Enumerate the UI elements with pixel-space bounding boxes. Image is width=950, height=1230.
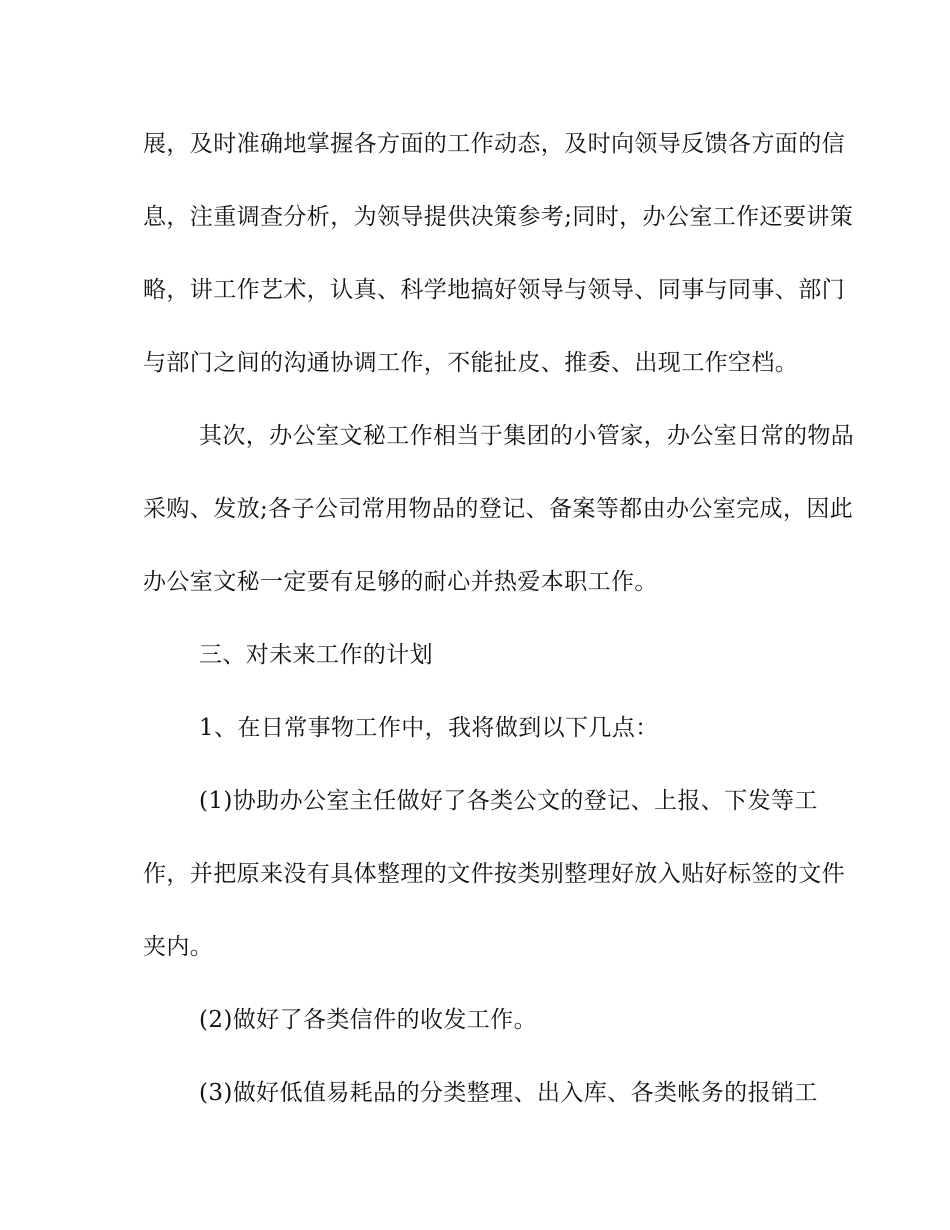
- text-line: 展，及时准确地掌握各方面的工作动态，及时向领导反馈各方面的信: [143, 131, 845, 157]
- text-line: 作，并把原来没有具体整理的文件按类别整理好放入贴好标签的文件: [143, 861, 845, 887]
- list-item: (1)协助办公室主任做好了各类公文的登记、上报、下发等工: [199, 788, 818, 814]
- text-line: 略，讲工作艺术，认真、科学地搞好领导与领导、同事与同事、部门: [143, 277, 845, 303]
- text-line: 息，注重调查分析，为领导提供决策参考;同时，办公室工作还要讲策: [143, 204, 854, 230]
- list-item: (3)做好低值易耗品的分类整理、出入库、各类帐务的报销工: [199, 1080, 818, 1106]
- text-line: 办公室文秘一定要有足够的耐心并热爱本职工作。: [143, 569, 658, 595]
- list-item: (2)做好了各类信件的收发工作。: [199, 1007, 537, 1033]
- list-heading: 1、在日常事物工作中，我将做到以下几点：: [199, 715, 659, 741]
- section-heading: 三、对未来工作的计划: [199, 642, 433, 668]
- paragraph-start-line: 其次，办公室文秘工作相当于集团的小管家，办公室日常的物品: [199, 423, 855, 449]
- text-line: 夹内。: [143, 934, 214, 960]
- text-line: 采购、发放;各子公司常用物品的登记、备案等都由办公室完成，因此: [143, 496, 854, 522]
- text-line: 与部门之间的沟通协调工作，不能扯皮、推委、出现工作空档。: [143, 350, 799, 376]
